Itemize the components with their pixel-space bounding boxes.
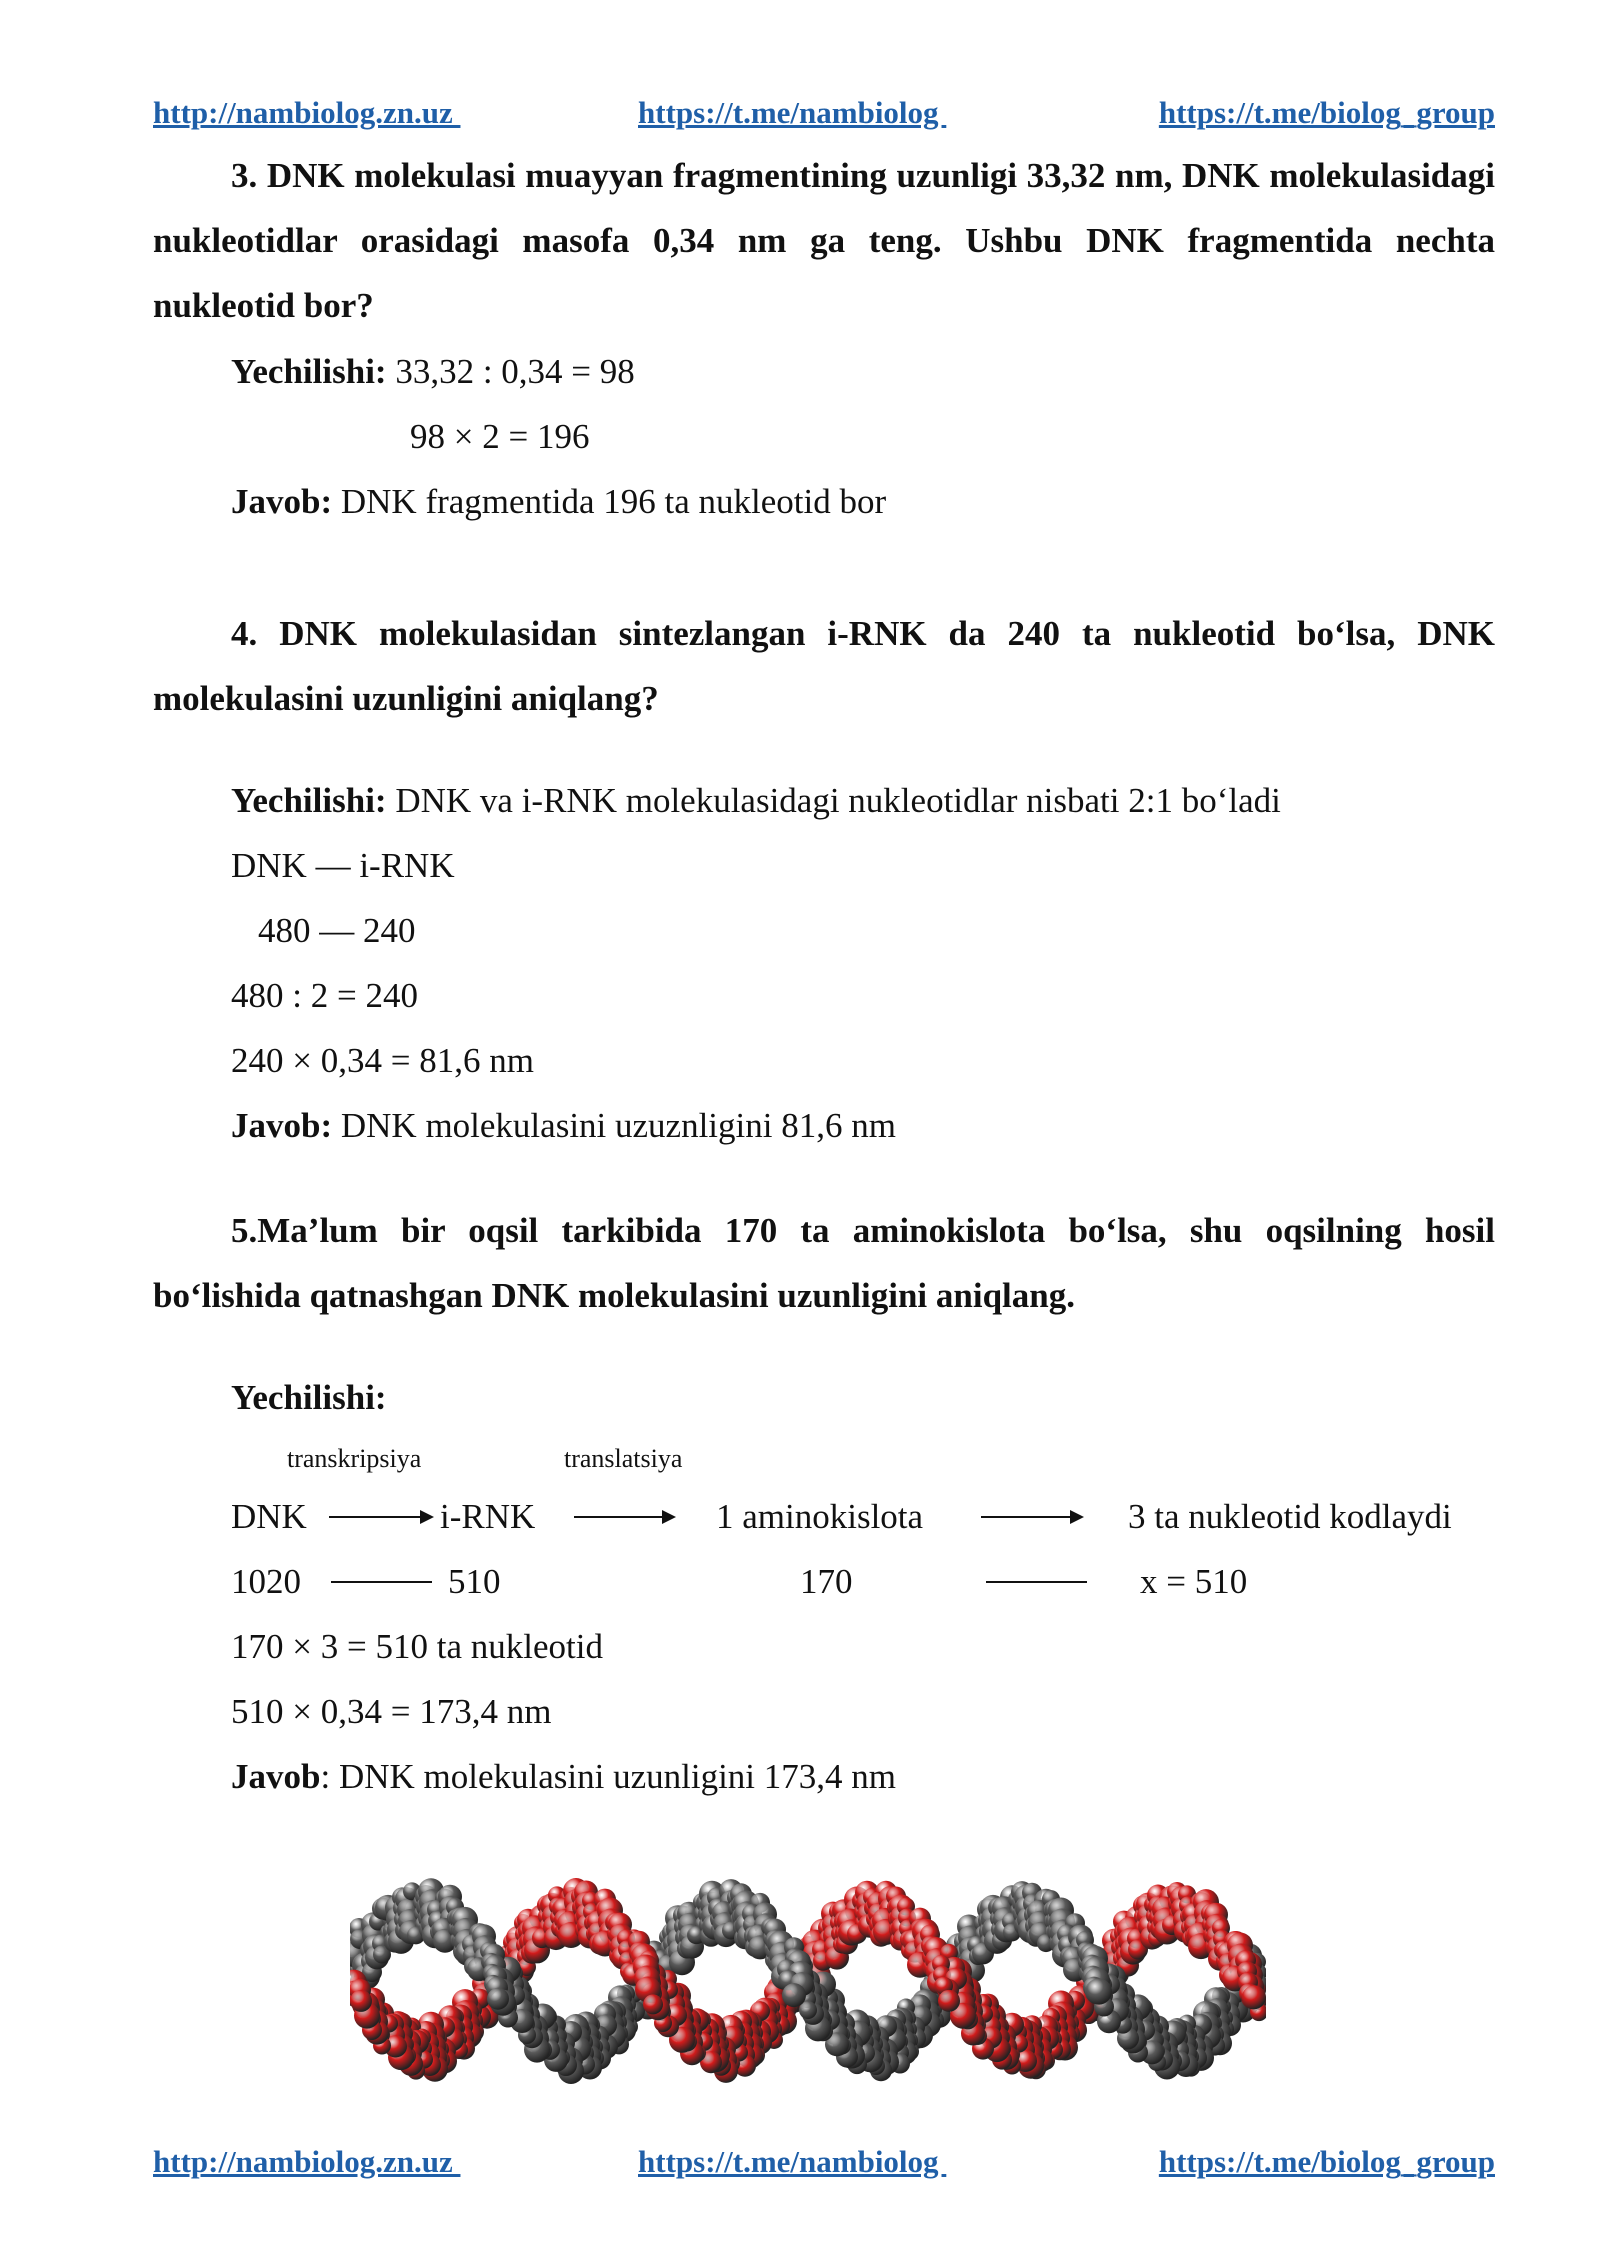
problem-5-question: 5.Ma’lum bir oqsil tarkibida 170 ta aminokislota bo‘lsa, shu oqsilning hosil bo‘lishida qatnashgan DNK molekulasini uzunligini aniqlang. xyxy=(153,1211,1495,1315)
problem-3 xyxy=(153,143,1495,338)
problem-3-answer xyxy=(231,482,886,522)
dna-atom xyxy=(487,1988,509,2010)
footer-link-telegram[interactable]: https://t.me/nambiolog xyxy=(638,2144,947,2179)
scheme-dnk: DNK xyxy=(231,1497,307,1536)
problem-4-ratio-header: DNK — i-RNK xyxy=(231,846,455,885)
value-510: 510 xyxy=(448,1562,501,1601)
answer-label: Javob: xyxy=(231,1106,333,1145)
solution-text: 33,32 : 0,34 = 98 xyxy=(386,352,635,391)
value-x: x = 510 xyxy=(1140,1562,1248,1601)
dna-atom xyxy=(643,1994,663,2014)
footer-link-group[interactable]: https://t.me/biolog_group xyxy=(1158,2144,1495,2179)
problem-3-question: 3. DNK molekulasi muayyan fragmentining uzunligi 33,32 nm, DNK molekulasidagi nukleotidlar orasidagi masofa 0,34 nm ga teng. Ushbu DNK fragmentida nechta nukleotid bor? xyxy=(153,156,1495,325)
footer-link-site[interactable]: http://nambiolog.zn.uz xyxy=(153,2144,461,2179)
problem-4-ratio-values: 480 — 240 xyxy=(258,911,416,950)
answer-label: Javob: xyxy=(231,482,333,521)
problem-3-solution xyxy=(231,352,635,392)
scheme-codes: 3 ta nukleotid kodlaydi xyxy=(1128,1497,1452,1536)
dna-atom xyxy=(938,1990,960,2012)
dash-2 xyxy=(986,1581,1087,1583)
header-link-group[interactable]: https://t.me/biolog_group xyxy=(1158,95,1495,130)
value-1020: 1020 xyxy=(231,1562,301,1601)
header-links xyxy=(153,95,1495,139)
problem-5 xyxy=(153,1198,1495,1328)
dna-atom xyxy=(1242,1985,1266,2009)
problem-3-solution-step: 98 × 2 = 196 xyxy=(410,417,590,456)
header-link-site[interactable]: http://nambiolog.zn.uz xyxy=(153,95,461,130)
arrow-translation xyxy=(574,1516,674,1518)
answer-text: : DNK molekulasini uzunligini 173,4 nm xyxy=(320,1757,896,1796)
scheme-amino: 1 aminokislota xyxy=(716,1497,924,1536)
label-transcription: transkripsiya xyxy=(287,1444,422,1473)
answer-label: Javob xyxy=(231,1757,321,1796)
scheme-irnk: i-RNK xyxy=(440,1497,536,1536)
dna-atom xyxy=(782,1983,806,2007)
dna-helix-image xyxy=(350,1862,1266,2092)
problem-5-solution-label: Yechilishi: xyxy=(231,1378,387,1417)
problem-4-answer xyxy=(231,1106,896,1146)
problem-4-solution xyxy=(231,781,1281,821)
problem-5-calc-2: 510 × 0,34 = 173,4 nm xyxy=(231,1692,552,1731)
dna-atom xyxy=(1086,1979,1112,2005)
solution-label: Yechilishi: xyxy=(231,352,387,391)
solution-text: DNK va i-RNK molekulasidagi nukleotidlar nisbati 2:1 bo‘ladi xyxy=(386,781,1281,820)
answer-text: DNK molekulasini uzuznligini 81,6 nm xyxy=(332,1106,896,1145)
answer-text: DNK fragmentida 196 ta nukleotid bor xyxy=(332,482,887,521)
problem-4-calc-1: 480 : 2 = 240 xyxy=(231,976,418,1015)
dna-atom xyxy=(350,1990,372,2012)
problem-4-calc-2: 240 × 0,34 = 81,6 nm xyxy=(231,1041,534,1080)
header-link-telegram[interactable]: https://t.me/nambiolog xyxy=(638,95,947,130)
problem-4 xyxy=(153,601,1495,731)
problem-5-calc-1: 170 × 3 = 510 ta nukleotid xyxy=(231,1627,603,1666)
value-170: 170 xyxy=(800,1562,853,1601)
footer-links xyxy=(153,2144,1495,2188)
arrow-coding xyxy=(981,1516,1082,1518)
solution-label: Yechilishi: xyxy=(231,781,387,820)
arrow-transcription xyxy=(329,1516,432,1518)
label-translation: translatsiya xyxy=(564,1444,683,1473)
dash-1 xyxy=(331,1581,432,1583)
problem-4-question: 4. DNK molekulasidan sintezlangan i-RNK da 240 ta nukleotid bo‘lsa, DNK molekulasini uzunligini aniqlang? xyxy=(153,614,1495,718)
problem-5-answer xyxy=(231,1757,896,1797)
